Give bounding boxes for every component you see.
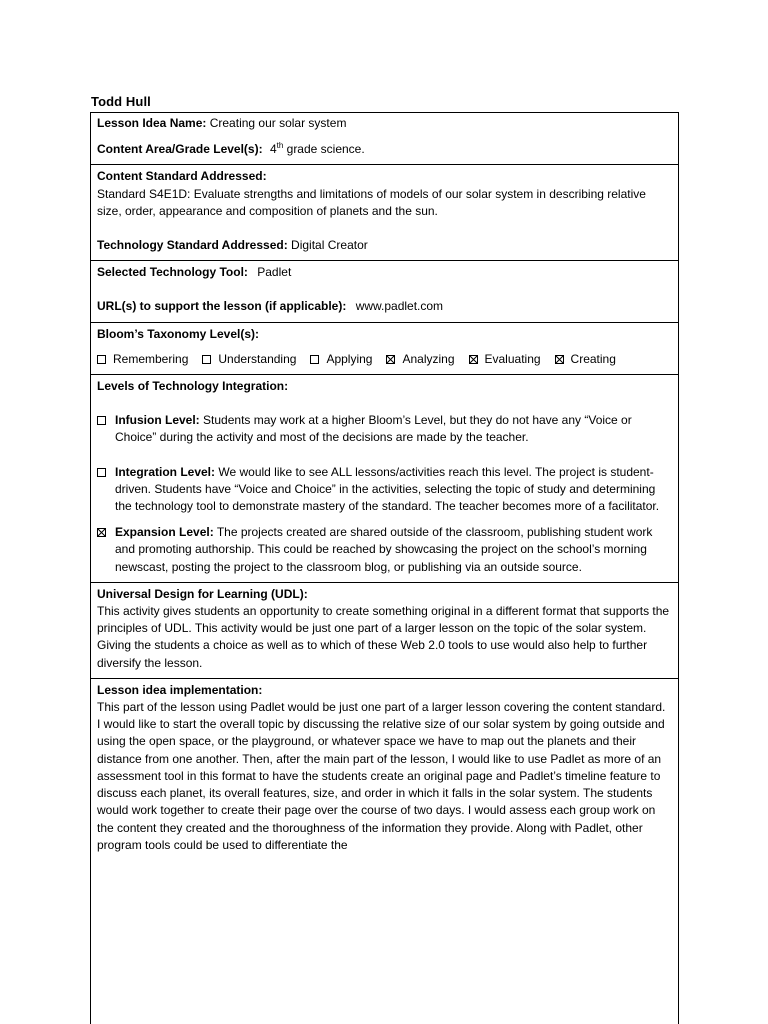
- expansion-level: [97, 524, 670, 576]
- blooms-item-label: Remembering: [113, 351, 189, 366]
- tool-section: [91, 261, 678, 322]
- checked-checkbox-icon[interactable]: [97, 528, 106, 537]
- checked-checkbox-icon[interactable]: [469, 355, 478, 364]
- content-area-line: [97, 141, 670, 158]
- checked-checkbox-icon[interactable]: [555, 355, 564, 364]
- author-name: Todd Hull: [91, 94, 151, 109]
- lesson-idea-value: Creating our solar system: [209, 116, 347, 130]
- blooms-applying[interactable]: [310, 351, 372, 368]
- tech-standard-line: [97, 237, 670, 254]
- tool-value: Padlet: [257, 265, 292, 280]
- lesson-idea-section: [91, 113, 678, 165]
- implementation-label: Lesson idea implementation:: [97, 682, 263, 697]
- content-area-label: Content Area/Grade Level(s):: [97, 142, 263, 157]
- blooms-creating[interactable]: [555, 351, 616, 368]
- blooms-section: [91, 323, 678, 375]
- url-value: www.padlet.com: [355, 299, 444, 314]
- integration-level: [97, 464, 670, 516]
- content-standard-text: Standard S4E1D: Evaluate strengths and limitations of models of our solar system in describing relative size, order, appearance and composition of planets and the sun.: [97, 186, 646, 218]
- infusion-level-text: [115, 412, 670, 446]
- lesson-plan-form: [90, 112, 679, 1024]
- content-standard-label: Content Standard Addressed:: [97, 169, 267, 184]
- grade-number: 4: [269, 142, 277, 157]
- checkbox-icon[interactable]: [310, 355, 319, 364]
- url-line: [97, 298, 670, 315]
- blooms-label: Bloom’s Taxonomy Level(s):: [97, 326, 260, 341]
- blooms-remembering[interactable]: [97, 351, 188, 368]
- blooms-evaluating[interactable]: [469, 351, 541, 368]
- implementation-section: [91, 679, 678, 860]
- infusion-level: [97, 412, 670, 446]
- udl-label: Universal Design for Learning (UDL):: [97, 586, 308, 601]
- level-desc: Students may work at a higher Bloom’s Level, but they do not have any “Voice or Choice” during the activity and most of the decisions are made by the teacher.: [115, 413, 632, 445]
- udl-section: [91, 583, 678, 679]
- integration-level-text: [115, 464, 670, 516]
- url-label: URL(s) to support the lesson (if applicable):: [97, 299, 347, 314]
- integration-label: Levels of Technology Integration:: [97, 379, 289, 394]
- checkbox-icon[interactable]: [202, 355, 211, 364]
- blooms-item-label: Creating: [570, 351, 616, 366]
- level-desc: We would like to see ALL lessons/activities reach this level. The project is student-driven. Students have “Voice and Choice” in the activities, selecting the topic of study and determining the technology tool to demonstrate mastery of the standard. The teacher becomes more of a facilitator.: [115, 464, 660, 514]
- tool-label: Selected Technology Tool:: [97, 265, 248, 280]
- blooms-item-label: Evaluating: [484, 351, 541, 366]
- lesson-idea-line: [97, 115, 670, 132]
- udl-text: This activity gives students an opportunity to create something original in a different format that supports the principles of UDL. This activity would be just one part of a larger lesson on the topic of the solar system. Giving the students a choice as well as to which of these Web 2.0 tools to use would also help to further diversify the lesson.: [97, 604, 670, 670]
- checked-checkbox-icon[interactable]: [386, 355, 395, 364]
- checkbox-icon[interactable]: [97, 468, 106, 477]
- tech-standard-label: Technology Standard Addressed:: [97, 238, 288, 253]
- level-name: Expansion Level:: [115, 525, 214, 540]
- level-name: Integration Level:: [115, 464, 216, 479]
- tech-standard-value: Digital Creator: [291, 238, 368, 253]
- lesson-idea-label: Lesson Idea Name:: [97, 116, 207, 130]
- tool-line: [97, 264, 670, 281]
- blooms-understanding[interactable]: [202, 351, 296, 368]
- grade-superscript: th: [276, 141, 284, 151]
- checkbox-icon[interactable]: [97, 355, 106, 364]
- checkbox-icon[interactable]: [97, 416, 106, 425]
- integration-section: [91, 375, 678, 583]
- blooms-item-label: Applying: [326, 351, 373, 366]
- blooms-item-label: Understanding: [218, 351, 297, 366]
- blooms-analyzing[interactable]: [386, 351, 454, 368]
- blooms-item-label: Analyzing: [402, 351, 455, 366]
- level-name: Infusion Level:: [115, 413, 200, 428]
- grade-rest: grade science.: [286, 142, 365, 157]
- level-desc: The projects created are shared outside of the classroom, publishing student work and promoting authorship. This could be reached by showcasing the project on the school’s morning newscast, posting the project to the classroom blog, or publishing via an outside source.: [115, 525, 653, 574]
- blooms-checkbox-row: [97, 351, 670, 368]
- expansion-level-text: [115, 524, 670, 576]
- standards-section: [91, 165, 678, 261]
- implementation-text: This part of the lesson using Padlet would be just one part of a larger lesson covering the content standard. I would like to start the overall topic by discussing the relative size of our solar system by going outside and using the open space, or the playground, or whatever space we have to map out the planets and their distance from one another. Then, after the main part of the lesson, I would like to use Padlet as more of an assessment tool in this format to have the students create an original page and Padlet’s timeline feature to discuss each planet, its overall features, size, and order in which it falls in the solar system. The students would work together to create their page over the course of two days. I would assess each group work on the content they created and the thoroughness of the information they provide. Along with Padlet, other program tools could be used to differentiate the: [97, 700, 666, 852]
